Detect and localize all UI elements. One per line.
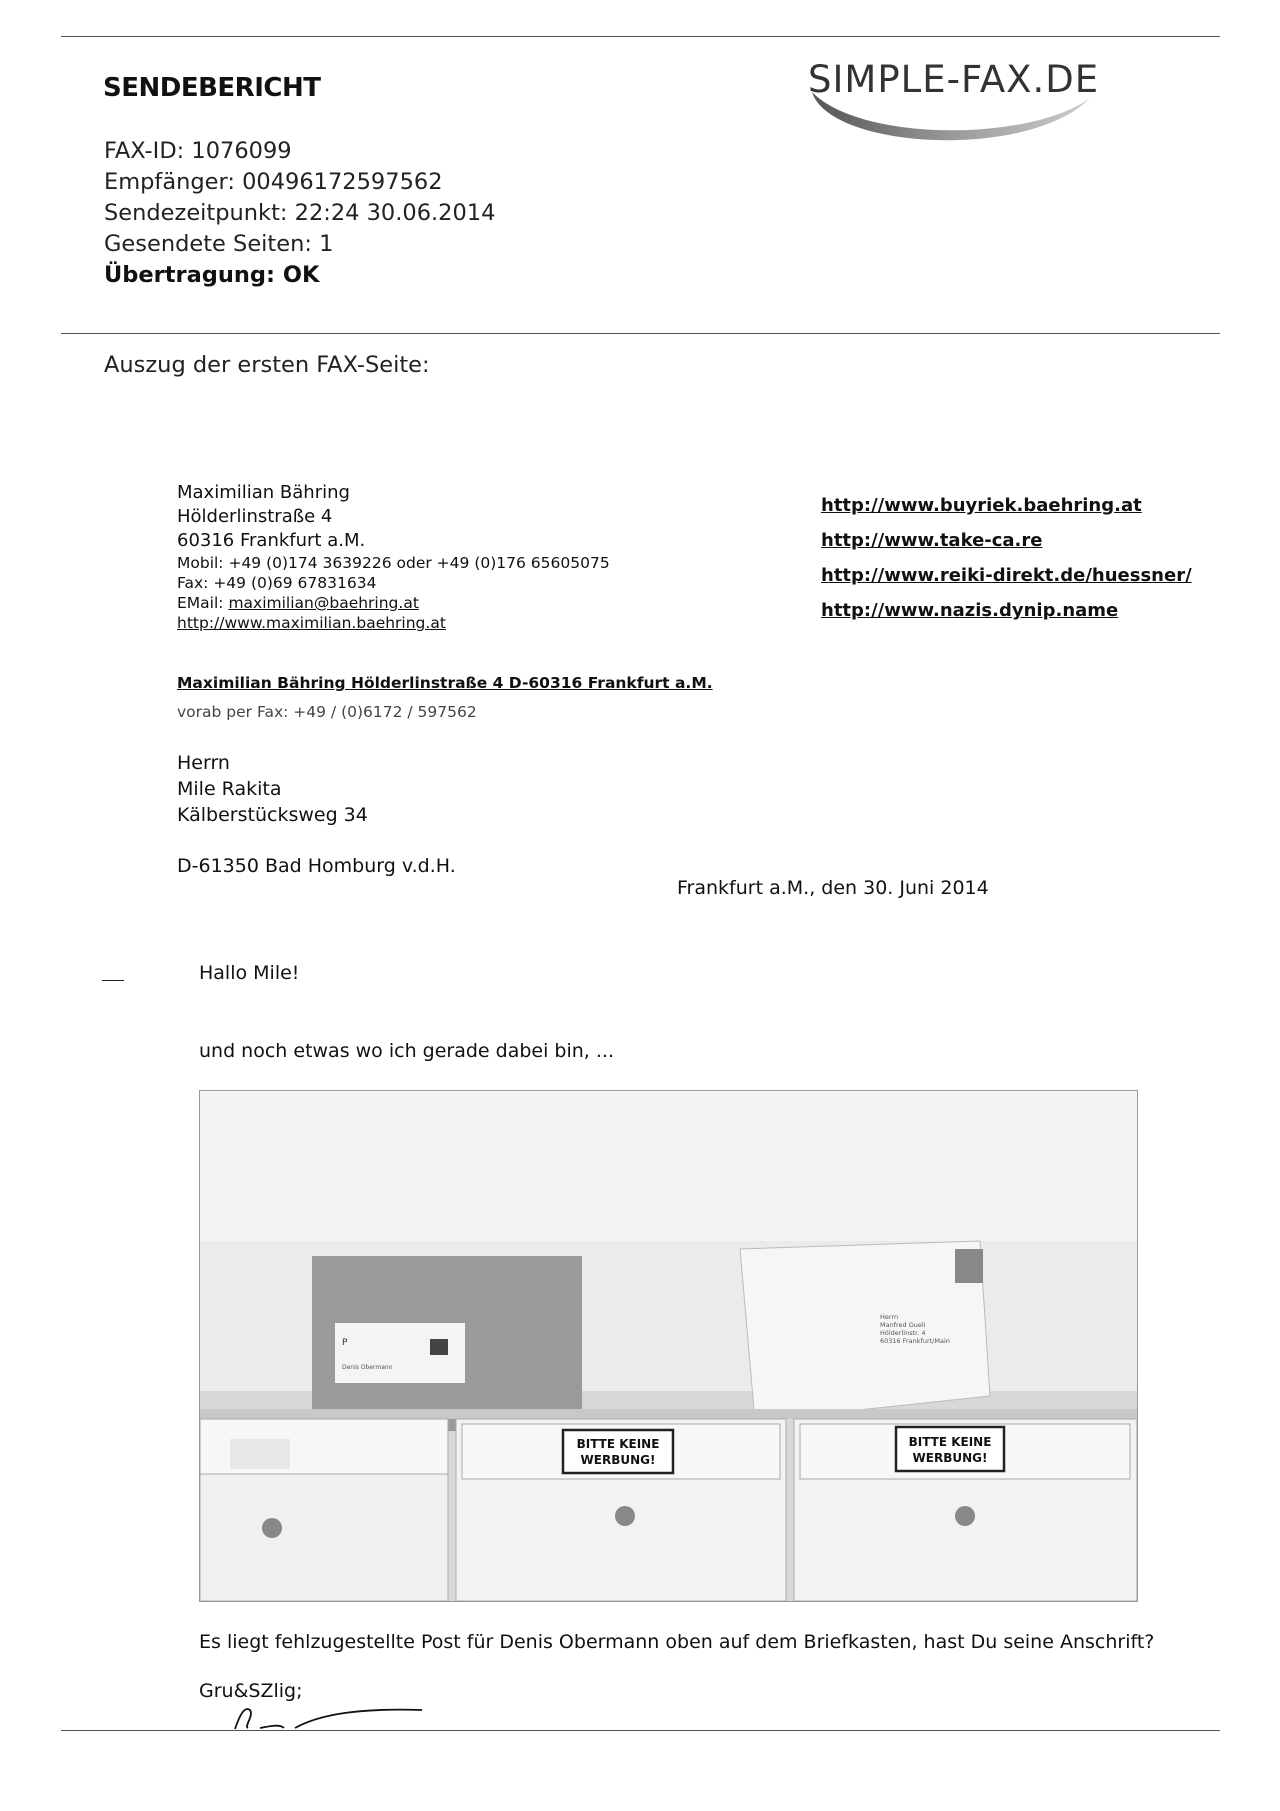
date-line: Frankfurt a.M., den 30. Juni 2014 (677, 877, 989, 899)
recipient-street: Kälberstücksweg 34 (177, 804, 368, 826)
envelope-right-line4: 60316 Frankfurt/Main (880, 1337, 950, 1345)
simple-fax-logo (800, 50, 1220, 160)
sender-city: 60316 Frankfurt a.M. (177, 530, 366, 551)
return-address: Maximilian Bähring Hölderlinstraße 4 D-60316 Frankfurt a.M. (177, 674, 713, 692)
mailbox-1-lock (262, 1518, 282, 1538)
report-meta (104, 136, 495, 291)
bottom-divider (61, 1730, 1220, 1731)
mailbox-top-rim (200, 1409, 1137, 1419)
recipient-block (177, 750, 368, 828)
mailbox-1-worn-paint (230, 1439, 290, 1469)
signature (200, 1704, 430, 1730)
transmission-status: Übertragung: OK (104, 262, 320, 288)
fold-mark (102, 980, 124, 981)
pages-sent: Gesendete Seiten: 1 (104, 231, 334, 257)
top-divider (61, 36, 1220, 37)
fax-recipient: Empfänger: 00496172597562 (104, 169, 443, 195)
recipient-salutation: Herrn (177, 752, 230, 774)
sticker-1-line2: WERBUNG! (580, 1453, 656, 1467)
sender-email-label: EMail: (177, 594, 229, 612)
vorab-fax-line: vorab per Fax: +49 / (0)6172 / 597562 (177, 703, 477, 721)
sender-email-row (177, 593, 610, 613)
recipient-city: D-61350 Bad Homburg v.d.H. (177, 855, 456, 877)
envelope-left-name: Denis Obermann (342, 1364, 393, 1371)
sender-block (177, 481, 610, 633)
mailbox-photo (199, 1090, 1138, 1602)
greeting: Hallo Mile! (199, 962, 300, 984)
envelope-right (740, 1241, 990, 1421)
envelope-right-line1: Herrn (880, 1313, 899, 1321)
photo-wall-upper (200, 1091, 1137, 1241)
link-reiki[interactable]: http://www.reiki-direkt.de/huessner/ (821, 565, 1192, 586)
envelope-right-line3: Hölderlinstr. 4 (880, 1329, 926, 1337)
excerpt-label: Auszug der ersten FAX-Seite: (104, 352, 430, 378)
report-title: SENDEBERICHT (103, 73, 321, 103)
section-divider (61, 333, 1220, 334)
envelope-right-line2: Manfred Gueli (880, 1321, 926, 1329)
mailbox-2-lock (615, 1506, 635, 1526)
logo-text: SIMPLE-FAX.DE (808, 58, 1100, 101)
send-time: Sendezeitpunkt: 22:24 30.06.2014 (104, 200, 496, 226)
envelope-left-qr (430, 1339, 448, 1355)
link-take-care[interactable]: http://www.take-ca.re (821, 530, 1043, 551)
sticker-2-line2: WERBUNG! (912, 1451, 988, 1465)
link-nazis-dynip[interactable]: http://www.nazis.dynip.name (821, 600, 1119, 621)
sender-name: Maximilian Bähring (177, 482, 350, 503)
link-buyriek[interactable]: http://www.buyriek.baehring.at (821, 495, 1142, 516)
sender-website-link[interactable]: http://www.maximilian.baehring.at (177, 614, 446, 632)
signature-stroke (235, 1709, 422, 1729)
recipient-name: Mile Rakita (177, 778, 282, 800)
sender-mobile: Mobil: +49 (0)174 3639226 oder +49 (0)176 65605075 (177, 554, 610, 572)
sender-email-link[interactable]: maximilian@baehring.at (228, 594, 419, 612)
links-list (821, 488, 1192, 628)
envelope-left-mark: P (342, 1338, 348, 1348)
mailbox-3-lock (955, 1506, 975, 1526)
fax-id: FAX-ID: 1076099 (104, 138, 292, 164)
sticker-1-line1: BITTE KEINE (576, 1437, 660, 1451)
intro-text: und noch etwas wo ich gerade dabei bin, ... (199, 1040, 614, 1062)
message-text: Es liegt fehlzugestellte Post für Denis Obermann oben auf dem Briefkasten, hast Du seine Anschrift? (199, 1631, 1155, 1653)
sticker-2-line1: BITTE KEINE (908, 1435, 992, 1449)
sender-street: Hölderlinstraße 4 (177, 506, 333, 527)
envelope-right-stamp (955, 1249, 983, 1283)
sender-fax: Fax: +49 (0)69 67831634 (177, 574, 377, 592)
closing-text: Gru&SZlig; (199, 1680, 303, 1702)
